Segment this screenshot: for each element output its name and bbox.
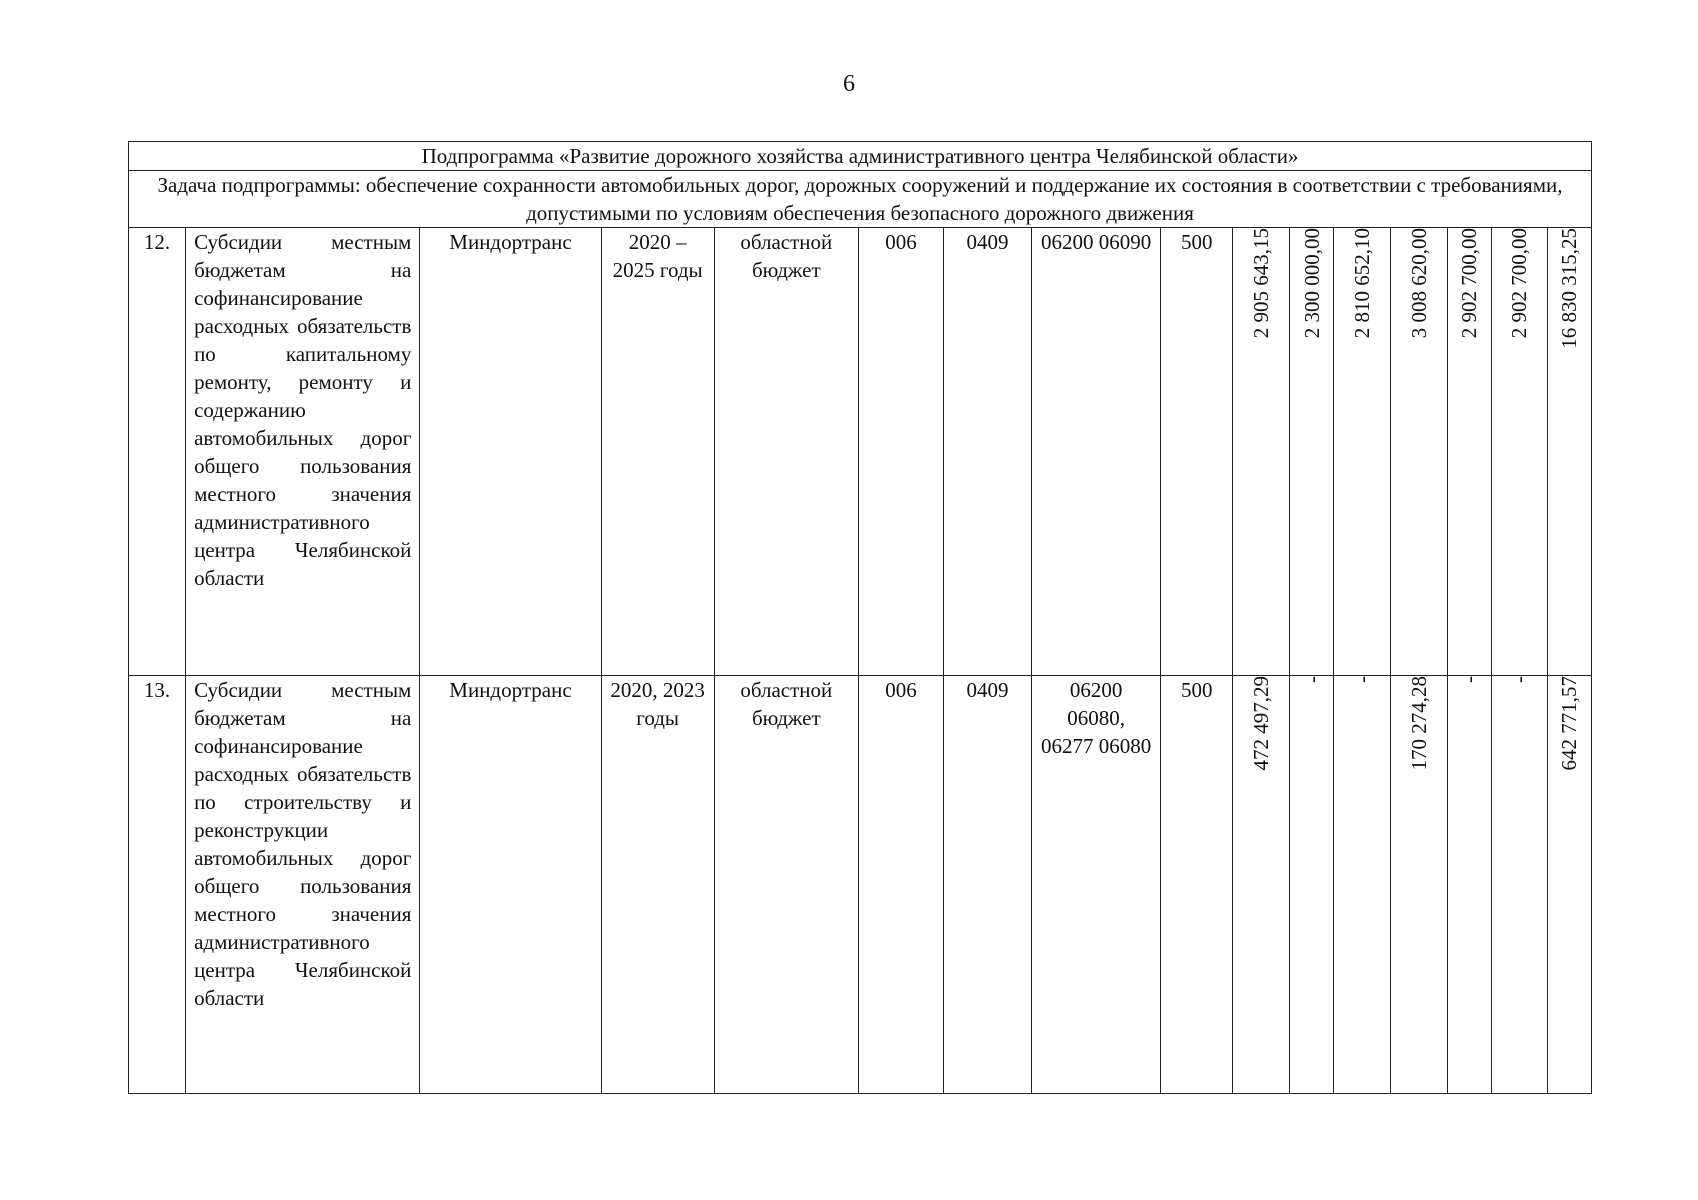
- amount-value: 2 810 652,10: [1349, 228, 1374, 339]
- row-target-article: 06200 06080, 06277 06080: [1032, 676, 1161, 1094]
- amount-cell: [1491, 228, 1547, 676]
- amount-value: -: [1457, 676, 1482, 683]
- amount-value: 3 008 620,00: [1406, 228, 1431, 339]
- amount-value: -: [1299, 676, 1324, 683]
- amount-cell: [1447, 228, 1491, 676]
- amount-cell: [1233, 676, 1290, 1094]
- amount-value: 2 300 000,00: [1299, 228, 1324, 339]
- table-row: [129, 676, 1592, 1094]
- amount-cell: [1290, 676, 1334, 1094]
- row-section-code: 0409: [943, 228, 1031, 676]
- row-source: областной бюджет: [714, 676, 858, 1094]
- row-years: 2020 – 2025 годы: [601, 228, 714, 676]
- row-source: областной бюджет: [714, 228, 858, 676]
- amount-value: 2 905 643,15: [1249, 228, 1274, 339]
- amount-value: 472 497,29: [1249, 676, 1274, 771]
- table-row: [129, 228, 1592, 676]
- subprogram-title-row: [129, 142, 1592, 171]
- amount-total-cell: [1547, 228, 1591, 676]
- amount-value: 170 274,28: [1406, 676, 1431, 771]
- row-grbs-code: 006: [858, 676, 943, 1094]
- amount-value: -: [1507, 676, 1532, 683]
- row-description: Субсидии местным бюджетам на софинансирование расходных обязательств по капитальному ремонту, ремонту и содержанию автомобильных дорог общего пользования местного значения административного центра Челябинской области: [186, 228, 420, 676]
- amount-total: 642 771,57: [1557, 676, 1582, 771]
- amount-cell: [1447, 676, 1491, 1094]
- amount-value: 2 902 700,00: [1457, 228, 1482, 339]
- amount-cell: [1390, 676, 1447, 1094]
- row-section-code: 0409: [943, 676, 1031, 1094]
- amount-cell: [1290, 228, 1334, 676]
- amount-cell: [1334, 228, 1390, 676]
- row-expense-type: 500: [1161, 228, 1233, 676]
- row-expense-type: 500: [1161, 676, 1233, 1094]
- amount-total-cell: [1547, 676, 1591, 1094]
- subprogram-task-row: [129, 171, 1592, 228]
- row-executor: Миндортранс: [420, 228, 601, 676]
- row-number: 13.: [129, 676, 186, 1094]
- row-grbs-code: 006: [858, 228, 943, 676]
- amount-cell: [1491, 676, 1547, 1094]
- row-number: 12.: [129, 228, 186, 676]
- subprogram-title: Подпрограмма «Развитие дорожного хозяйства административного центра Челябинской области»: [129, 142, 1592, 171]
- amount-value: 2 902 700,00: [1507, 228, 1532, 339]
- row-years: 2020, 2023 годы: [601, 676, 714, 1094]
- amount-cell: [1334, 676, 1390, 1094]
- amount-cell: [1233, 228, 1290, 676]
- amount-total: 16 830 315,25: [1557, 228, 1582, 349]
- row-executor: Миндортранс: [420, 676, 601, 1094]
- page-number: 6: [843, 71, 855, 97]
- subprogram-task: Задача подпрограммы: обеспечение сохранности автомобильных дорог, дорожных сооружений и поддержание их состояния в соответствии с требованиями, допустимыми по условиям обеспечения безопасного дорожного движения: [129, 171, 1592, 228]
- program-table: [128, 141, 1592, 1094]
- amount-value: -: [1349, 676, 1374, 683]
- row-description: Субсидии местным бюджетам на софинансирование расходных обязательств по строительству и реконструкции автомобильных дорог общего пользования местного значения административного центра Челябинской области: [186, 676, 420, 1094]
- amount-cell: [1390, 228, 1447, 676]
- row-target-article: 06200 06090: [1032, 228, 1161, 676]
